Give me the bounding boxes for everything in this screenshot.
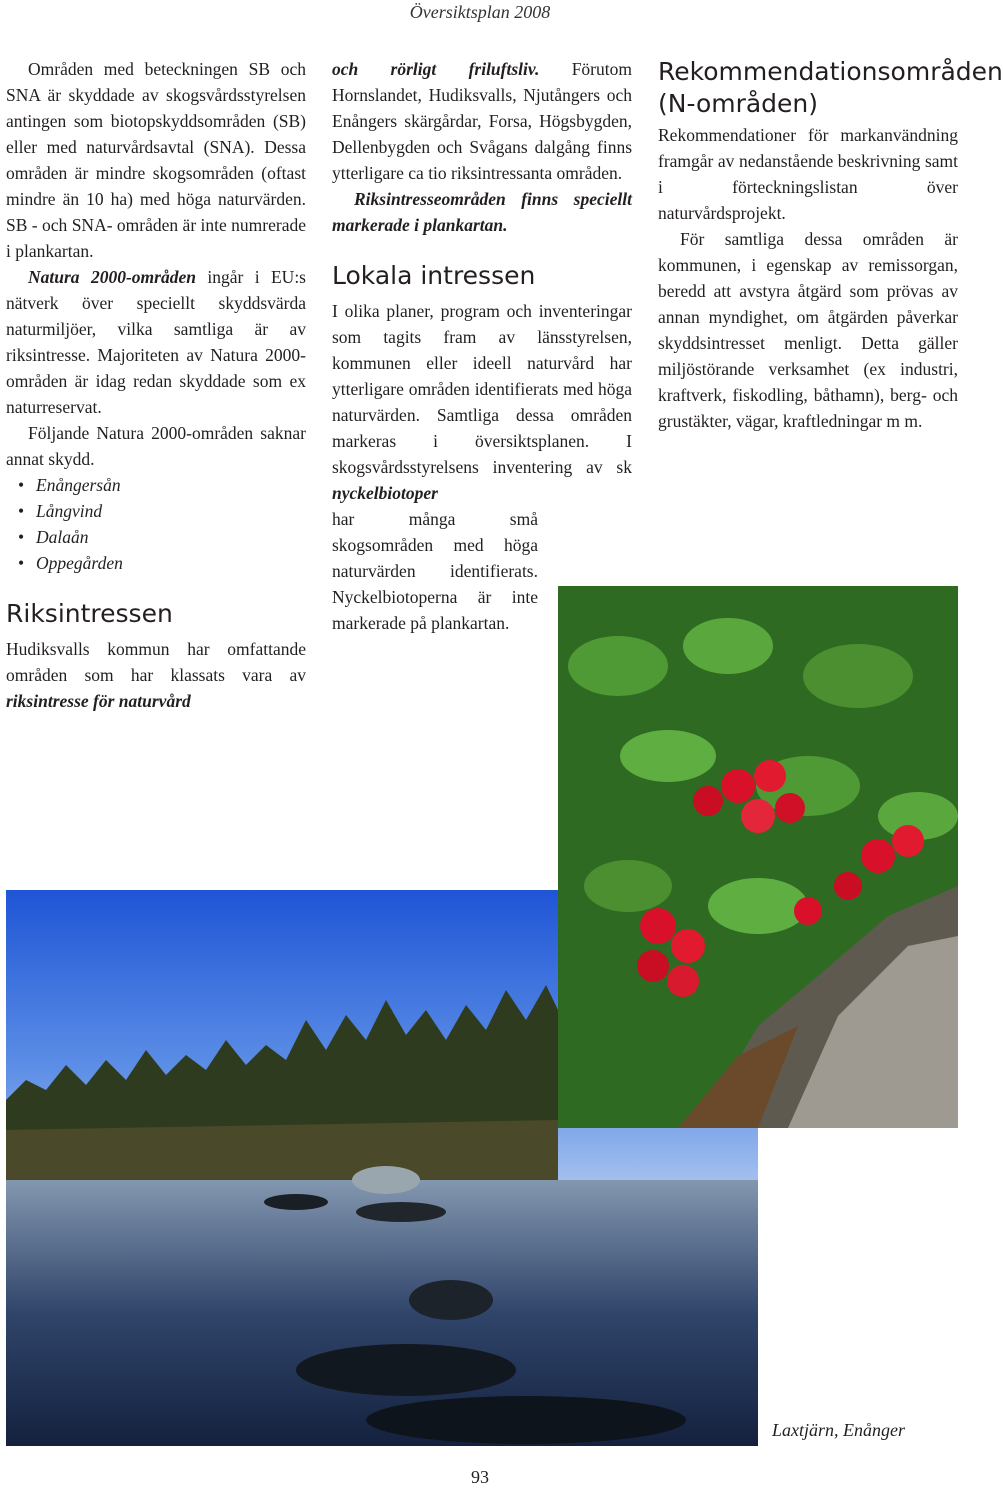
natura-term: Natura 2000-områden [28,267,196,287]
friluftsliv-term: och rörligt friluftsliv. [332,59,540,79]
page-number: 93 [471,1467,489,1487]
paragraph-friluftsliv [332,56,632,186]
heading-lokala-intressen: Lokala intressen [332,261,536,290]
riks-marked-text: Riksintresseområden finns speciellt markerade i plankartan. [332,189,632,235]
riks-term: riksintresse för naturvård [6,691,191,711]
list-item: • Oppegården [18,550,306,576]
running-header: Översiktsplan 2008 [409,2,551,22]
column-3 [658,56,1003,434]
paragraph-sb-sna: Områden med beteckningen SB och SNA är skyddade av skogsvårdsstyrelsen antingen som biotopskyddsområden (SB) eller med naturvårdsavtal (SNA). Dessa områden är mindre skogsområden (oftast mindre än 10 ha) med höga naturvärden. SB - och SNA- områden är inte numrerade i plankartan. [6,59,306,261]
paragraph-natura-unprotected: Följande Natura 2000-områden saknar annat skydd. [6,423,306,469]
paragraph-riksintressen [6,636,306,714]
list-item: • Långvind [18,498,306,524]
column-2 [332,56,632,636]
column-1 [6,56,306,714]
paragraph-remiss: För samtliga dessa områden är kommunen, i egenskap av remissorgan, beredd att avstyra åtgärd som prövas av annan myndighet, om åtgärden påverkar skyddsintresset menligt. Detta gäller miljöstörande verksamhet (ex industri, kraftverk, fiskodling, båthamn), berg- och grustäkter, vägar, kraftledningar m m. [658,229,958,431]
lingonberry-photo [558,586,958,1128]
photo-caption: Laxtjärn, Enånger [772,1420,905,1440]
heading-riksintressen: Riksintressen [6,599,173,628]
paragraph-riks-marked [332,186,632,238]
lokala-text: I olika planer, program och inventeringar som tagits fram av länsstyrelsen, kommunen eller ideell naturvård har ytterligare områden identifierats med höga naturvärden. Samtliga dessa områden markeras i översiktsplanen. I skogsvårdsstyrelsens inventering av sk [332,301,632,477]
natura-list [6,472,306,576]
list-item: • Dalaån [18,524,306,550]
list-item: • Enångersån [18,472,306,498]
nyckelbiotoper-term: nyckelbiotoper [332,483,438,503]
natura-text: ingår i EU:s nätverk över speciellt skyddsvärda naturmiljöer, vilka samtliga är av riksintresse. Majoriteten av Natura 2000-områden är idag redan skyddade som ex naturreservat. [6,267,306,417]
heading-rekommendation: Rekommendationsområden (N-områden) [658,57,1003,118]
paragraph-lokala [332,298,632,506]
paragraph-lokala-cont: har många små skogsområden med höga naturvärden identifierats. Nyckelbiotoperna är inte markerade på plankartan. [332,509,538,633]
paragraph-natura [6,264,306,420]
paragraph-rekommendation: Rekommendationer för markanvändning framgår av nedanstående beskrivning samt i förteckningslistan över naturvårdsprojekt. [658,125,958,223]
friluftsliv-text: Förutom Hornslandet, Hudiksvalls, Njutångers och Enångers skärgårdar, Forsa, Högsbygden, Dellenbygden och Svågans dalgång finns ytterligare ca tio riksintressanta områden. [332,59,632,183]
riks-text: Hudiksvalls kommun har omfattande områden som har klassats vara av [6,639,306,685]
